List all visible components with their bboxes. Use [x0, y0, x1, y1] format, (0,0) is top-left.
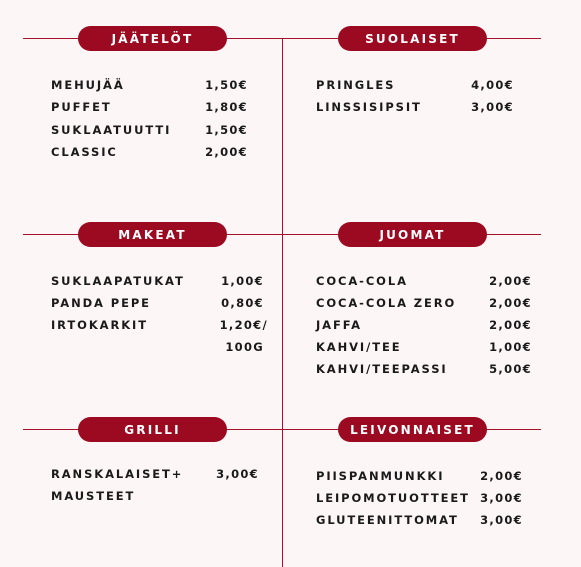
menu-item-name: JAFFA — [316, 318, 362, 332]
menu-item-price: 1,00€ — [221, 274, 264, 288]
section-title-grilli: GRILLI — [78, 417, 227, 442]
menu-item-price: 3,00€ — [480, 491, 523, 505]
menu-item-name: MEHUJÄÄ — [51, 78, 125, 92]
menu-item-name: PANDA PEPE — [51, 296, 151, 310]
menu-item-name: CLASSIC — [51, 145, 118, 159]
section-title-suolaiset: SUOLAISET — [338, 26, 487, 51]
menu-item-price: 2,00€ — [489, 318, 532, 332]
menu-item-name: IRTOKARKIT — [51, 318, 148, 332]
menu-item-price: 4,00€ — [471, 78, 514, 92]
menu-item-name: KAHVI/TEEPASSI — [316, 362, 448, 376]
center-divider — [282, 38, 283, 567]
menu-item-name: COCA-COLA ZERO — [316, 296, 457, 310]
menu-item-name: KAHVI/TEE — [316, 340, 402, 354]
menu-item-price: 3,00€ — [216, 467, 259, 481]
menu-item-price: 1,50€ — [205, 78, 248, 92]
menu-item-price: 1,50€ — [205, 123, 248, 137]
menu-item-price: 0,80€ — [221, 296, 264, 310]
menu-item-price-unit: 100G — [225, 340, 264, 354]
section-title-juomat: JUOMAT — [338, 222, 487, 247]
section-title-makeat: MAKEAT — [78, 222, 227, 247]
menu-item-price: 3,00€ — [471, 100, 514, 114]
menu-item-price: 1,00€ — [489, 340, 532, 354]
menu-item-name-cont: MAUSTEET — [51, 489, 136, 503]
menu-item-name: PRINGLES — [316, 78, 396, 92]
menu-item-name: LEIPOMOTUOTTEET — [316, 491, 470, 505]
menu-item-price: 1,80€ — [205, 100, 248, 114]
menu-item-name: PIISPANMUNKKI — [316, 469, 445, 483]
menu-item-name: COCA-COLA — [316, 274, 408, 288]
menu-item-name: SUKLAATUUTTI — [51, 123, 172, 137]
menu-item-price: 1,20€/ — [219, 318, 268, 332]
menu-item-name: RANSKALAISET+ — [51, 467, 184, 481]
menu-item-price: 2,00€ — [205, 145, 248, 159]
menu-item-name: LINSSISIPSIT — [316, 100, 422, 114]
menu-item-price: 2,00€ — [480, 469, 523, 483]
menu-item-price: 2,00€ — [489, 274, 532, 288]
menu-item-name: GLUTEENITTOMAT — [316, 513, 459, 527]
menu-item-price: 2,00€ — [489, 296, 532, 310]
menu-item-price: 3,00€ — [480, 513, 523, 527]
menu-item-name: PUFFET — [51, 100, 112, 114]
section-title-leivonnaiset: LEIVONNAISET — [338, 417, 487, 442]
section-title-jaatelot: JÄÄTELÖT — [78, 26, 227, 51]
menu-item-price: 5,00€ — [489, 362, 532, 376]
menu-item-name: SUKLAAPATUKAT — [51, 274, 185, 288]
